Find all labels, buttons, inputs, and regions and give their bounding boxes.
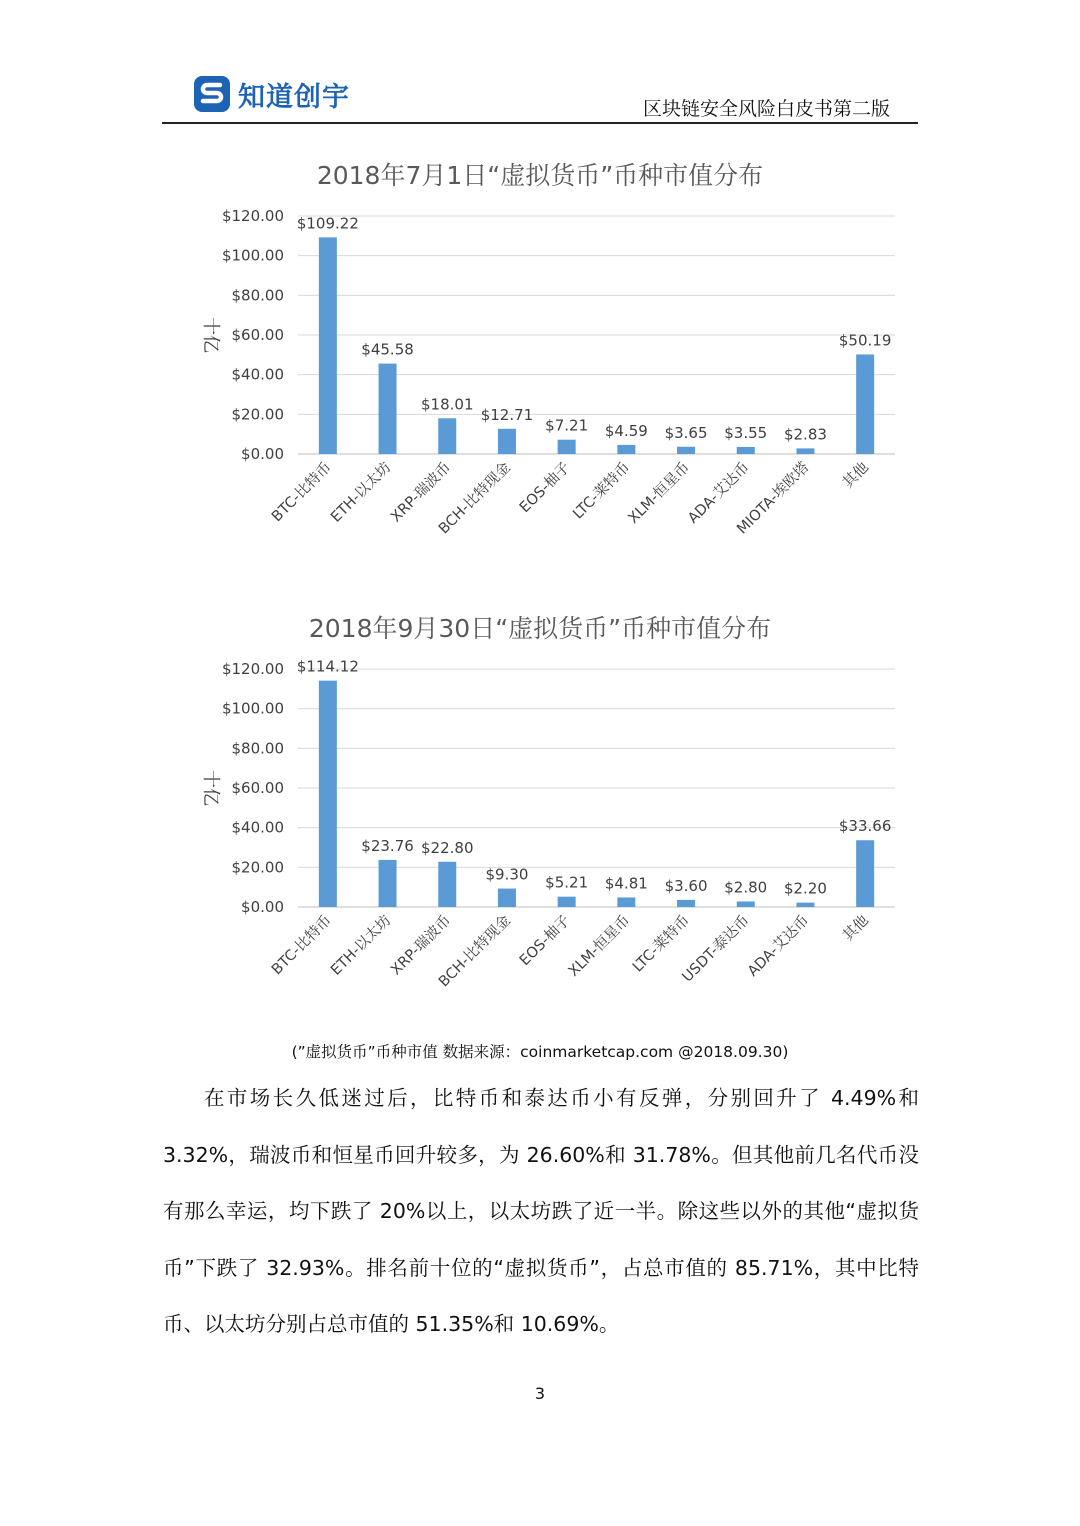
bar [379, 364, 397, 454]
category-label: LTC-莱特币 [570, 459, 634, 523]
chart-title: 2018年9月30日“虚拟货币”币种市值分布 [308, 614, 772, 643]
page-header [0, 0, 1080, 130]
data-label: $45.58 [361, 340, 414, 359]
bar [558, 440, 576, 454]
bar [737, 447, 755, 454]
y-tick-label: $60.00 [231, 779, 284, 797]
data-label: $4.59 [604, 421, 648, 440]
category-label: XLM-恒星币 [625, 459, 693, 527]
category-label: MIOTA-埃欧塔 [734, 459, 813, 538]
category-label: EOS-柚子 [516, 459, 574, 517]
category-label: 其他 [840, 912, 872, 945]
data-label: $114.12 [296, 657, 359, 676]
category-label: 其他 [840, 459, 872, 492]
market-cap-chart-september [160, 603, 920, 1023]
category-label: ADA-艾达币 [685, 459, 753, 527]
bar [319, 681, 337, 907]
data-label: $7.21 [545, 416, 589, 435]
y-tick-label: $0.00 [241, 445, 284, 463]
y-tick-label: $120.00 [221, 207, 284, 225]
bar [796, 903, 814, 907]
category-label: BCH-比特现金 [436, 459, 514, 538]
chart-caption: (”虚拟货币”币种市值 数据来源：coinmarketcap.com @2018.09.30) [291, 1043, 789, 1061]
y-tick-label: $100.00 [221, 699, 284, 718]
data-label: $109.22 [296, 214, 359, 233]
category-label: LTC-莱特币 [629, 912, 693, 976]
body-paragraph [163, 1070, 919, 1353]
y-tick-label: $60.00 [231, 326, 284, 344]
bar [737, 901, 755, 907]
data-label: $22.80 [421, 838, 474, 857]
category-label: ADA-艾达币 [744, 912, 813, 980]
category-label: ETH-以太坊 [328, 459, 395, 526]
bar [379, 860, 397, 907]
bar [856, 840, 874, 907]
bar [677, 447, 695, 454]
bar [617, 897, 635, 907]
category-label: BCH-比特现金 [436, 912, 514, 991]
data-label: $2.80 [724, 878, 768, 897]
data-label: $3.60 [664, 876, 708, 895]
y-tick-label: $80.00 [231, 739, 284, 758]
y-tick-label: $40.00 [231, 818, 284, 837]
category-label: XRP-瑞波币 [388, 912, 455, 979]
page-number: 3 [534, 1384, 546, 1403]
data-label: $50.19 [838, 331, 892, 350]
bar [677, 900, 695, 907]
y-tick-label: $120.00 [221, 660, 284, 678]
y-tick-label: $0.00 [241, 898, 284, 916]
header-divider [162, 122, 918, 124]
category-label: ETH-以太坊 [328, 912, 395, 979]
category-label: EOS-柚子 [516, 912, 574, 970]
y-tick-label: $100.00 [221, 246, 284, 265]
data-label: $3.55 [724, 423, 768, 442]
data-label: $3.65 [664, 423, 708, 442]
category-label: USDT-泰达币 [679, 912, 753, 986]
data-label: $12.71 [480, 405, 534, 424]
bar [438, 418, 456, 454]
data-label: $2.83 [783, 425, 827, 444]
bar [558, 897, 576, 907]
document-title: 区块链安全风险白皮书第二版 [642, 98, 890, 120]
logo-icon [192, 74, 232, 114]
y-tick-label: $80.00 [231, 286, 284, 305]
company-logo [192, 74, 350, 114]
data-label: $4.81 [604, 874, 648, 893]
data-label: $2.20 [783, 879, 827, 898]
category-label: XRP-瑞波币 [388, 459, 455, 526]
chart-september-svg [160, 603, 920, 1023]
bar [438, 862, 456, 907]
category-label: BTC-比特币 [269, 459, 335, 526]
category-label: BTC-比特币 [269, 912, 335, 979]
data-label: $23.76 [361, 836, 414, 855]
bar [796, 448, 814, 454]
category-label: XLM-恒星币 [565, 912, 634, 980]
data-label: $33.66 [838, 817, 892, 836]
y-axis-label: 十亿 [200, 770, 221, 806]
data-label: $5.21 [545, 873, 589, 892]
chart-title: 2018年7月1日“虚拟货币”币种市值分布 [316, 161, 764, 190]
y-tick-label: $40.00 [231, 365, 284, 384]
y-axis-label: 十亿 [200, 317, 221, 353]
bar [319, 237, 337, 454]
paragraph-text: 在市场长久低迷过后，比特币和泰达币小有反弹，分别回升了 4.49%和 3.32%，瑞波币和恒星币回升较多，为 26.60%和 31.78%。但其他前几名代币没有那么幸运，均下跌了 20%以上，以太坊跌了近一半。除这些以外的其他“虚拟货币”下跌了 32.93%。排名前十位的“虚拟货币”，占总市值的 85.71%，其中比特币、以太坊分别占总市值的 51.35%和 10.69%。 [163, 1086, 919, 1336]
bar [617, 445, 635, 454]
bar [856, 354, 874, 454]
market-cap-chart-july [160, 150, 920, 570]
bar [498, 429, 516, 454]
data-label: $9.30 [485, 865, 529, 884]
data-label: $18.01 [421, 395, 474, 414]
logo-text: 知道创宇 [238, 81, 350, 113]
bar [498, 889, 516, 907]
y-tick-label: $20.00 [231, 858, 284, 877]
y-tick-label: $20.00 [231, 405, 284, 424]
chart-july-svg [160, 150, 920, 570]
